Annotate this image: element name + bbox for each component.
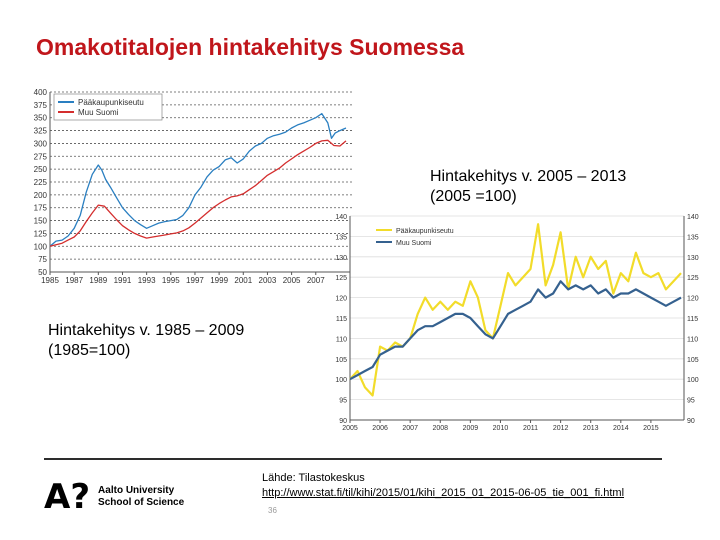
y-tick-label-right: 90 — [687, 418, 695, 425]
x-tick-label: 1995 — [161, 276, 180, 285]
chart-1985-2009 — [22, 86, 356, 288]
y-tick-label: 100 — [33, 242, 47, 252]
y-tick-label-right: 135 — [687, 234, 699, 242]
y-tick-label: 130 — [335, 254, 347, 262]
y-tick-label: 175 — [33, 203, 47, 213]
y-tick-label-right: 115 — [687, 316, 699, 323]
aalto-logo-line2: School of Science — [98, 497, 185, 508]
y-tick-label-right: 140 — [687, 214, 699, 221]
x-tick-label: 1999 — [210, 276, 229, 285]
y-tick-label: 350 — [33, 113, 47, 123]
x-tick-label: 2011 — [523, 425, 539, 432]
caption-1985-base: (1985=100) — [48, 342, 131, 359]
y-tick-label: 150 — [33, 216, 47, 226]
page-number: 36 — [268, 506, 277, 515]
source-link[interactable]: http://www.stat.fi/til/kihi/2015/01/kihi_2015_01_2015-06-05_tie_001_fi.html — [262, 487, 625, 499]
x-tick-label: 2007 — [306, 276, 325, 285]
y-tick-label: 90 — [339, 418, 347, 425]
x-tick-label: 2014 — [613, 425, 629, 432]
y-tick-label: 110 — [335, 336, 347, 344]
legend-label: Muu Suomi — [396, 240, 432, 247]
legend-label: Pääkaupunkiseutu — [396, 228, 454, 235]
y-tick-label: 140 — [335, 214, 347, 221]
y-tick-label: 200 — [33, 190, 47, 200]
x-tick-label: 2007 — [402, 425, 418, 432]
y-tick-label: 100 — [335, 377, 347, 385]
y-tick-label: 95 — [339, 397, 347, 405]
y-tick-label: 50 — [38, 268, 47, 277]
aalto-logo-mark: A? — [44, 477, 91, 517]
y-tick-label-right: 120 — [687, 295, 699, 303]
y-tick-label: 250 — [33, 165, 47, 175]
y-tick-label-right: 125 — [687, 275, 699, 283]
x-tick-label: 2003 — [258, 276, 277, 285]
x-tick-label: 1989 — [89, 276, 108, 285]
y-tick-label: 135 — [335, 234, 347, 242]
y-tick-label: 75 — [38, 255, 47, 265]
chart-2005-2013 — [318, 208, 702, 442]
caption-2005-2013 — [430, 167, 626, 207]
y-tick-label: 120 — [335, 295, 347, 303]
x-tick-label: 1997 — [186, 276, 204, 285]
footer-divider — [44, 458, 662, 460]
aalto-logo-text — [98, 485, 184, 509]
source-block — [262, 471, 624, 501]
y-tick-label: 275 — [33, 152, 47, 162]
x-tick-label: 2005 — [282, 276, 301, 285]
y-tick-label-right: 110 — [687, 336, 699, 344]
x-tick-label: 2013 — [582, 425, 599, 432]
y-tick-label: 105 — [335, 356, 347, 364]
x-tick-label: 2009 — [462, 425, 479, 432]
aalto-logo — [44, 477, 185, 517]
legend-label: Pääkaupunkiseutu — [78, 98, 144, 107]
slide-title: Omakotitalojen hintakehitys Suomessa — [36, 34, 465, 60]
y-tick-label: 300 — [33, 139, 47, 149]
y-tick-label: 325 — [33, 126, 47, 136]
x-tick-label: 1987 — [65, 276, 84, 285]
x-tick-label: 2012 — [552, 425, 569, 432]
caption-1985-2009 — [48, 321, 244, 361]
y-tick-label: 400 — [33, 88, 47, 97]
legend-label: Muu Suomi — [78, 108, 119, 117]
y-tick-label-right: 130 — [687, 254, 699, 262]
x-tick-label: 2010 — [492, 425, 509, 432]
y-tick-label: 375 — [33, 100, 47, 110]
y-tick-label: 225 — [33, 178, 47, 187]
x-tick-label: 2006 — [372, 425, 388, 432]
y-tick-label-right: 95 — [687, 397, 695, 405]
x-tick-label: 2005 — [342, 425, 358, 432]
caption-2005-base: (2005 =100) — [430, 188, 517, 205]
y-tick-label: 115 — [335, 316, 347, 323]
aalto-logo-line1: Aalto University — [98, 485, 175, 496]
y-tick-label-right: 105 — [687, 356, 699, 364]
caption-1985-title: Hintakehitys v. 1985 – 2009 — [48, 322, 245, 339]
x-tick-label: 2008 — [432, 425, 449, 432]
y-tick-label-right: 100 — [687, 377, 699, 385]
x-tick-label: 1991 — [113, 276, 132, 285]
x-tick-label: 2001 — [234, 276, 253, 285]
x-tick-label: 1985 — [41, 276, 59, 285]
y-tick-label: 125 — [335, 275, 347, 283]
x-tick-label: 1993 — [137, 276, 156, 285]
y-tick-label: 125 — [33, 229, 47, 239]
x-tick-label: 2015 — [643, 425, 659, 432]
caption-2005-title: Hintakehitys v. 2005 – 2013 — [430, 168, 627, 185]
source-label: Lähde: Tilastokeskus — [262, 472, 365, 484]
